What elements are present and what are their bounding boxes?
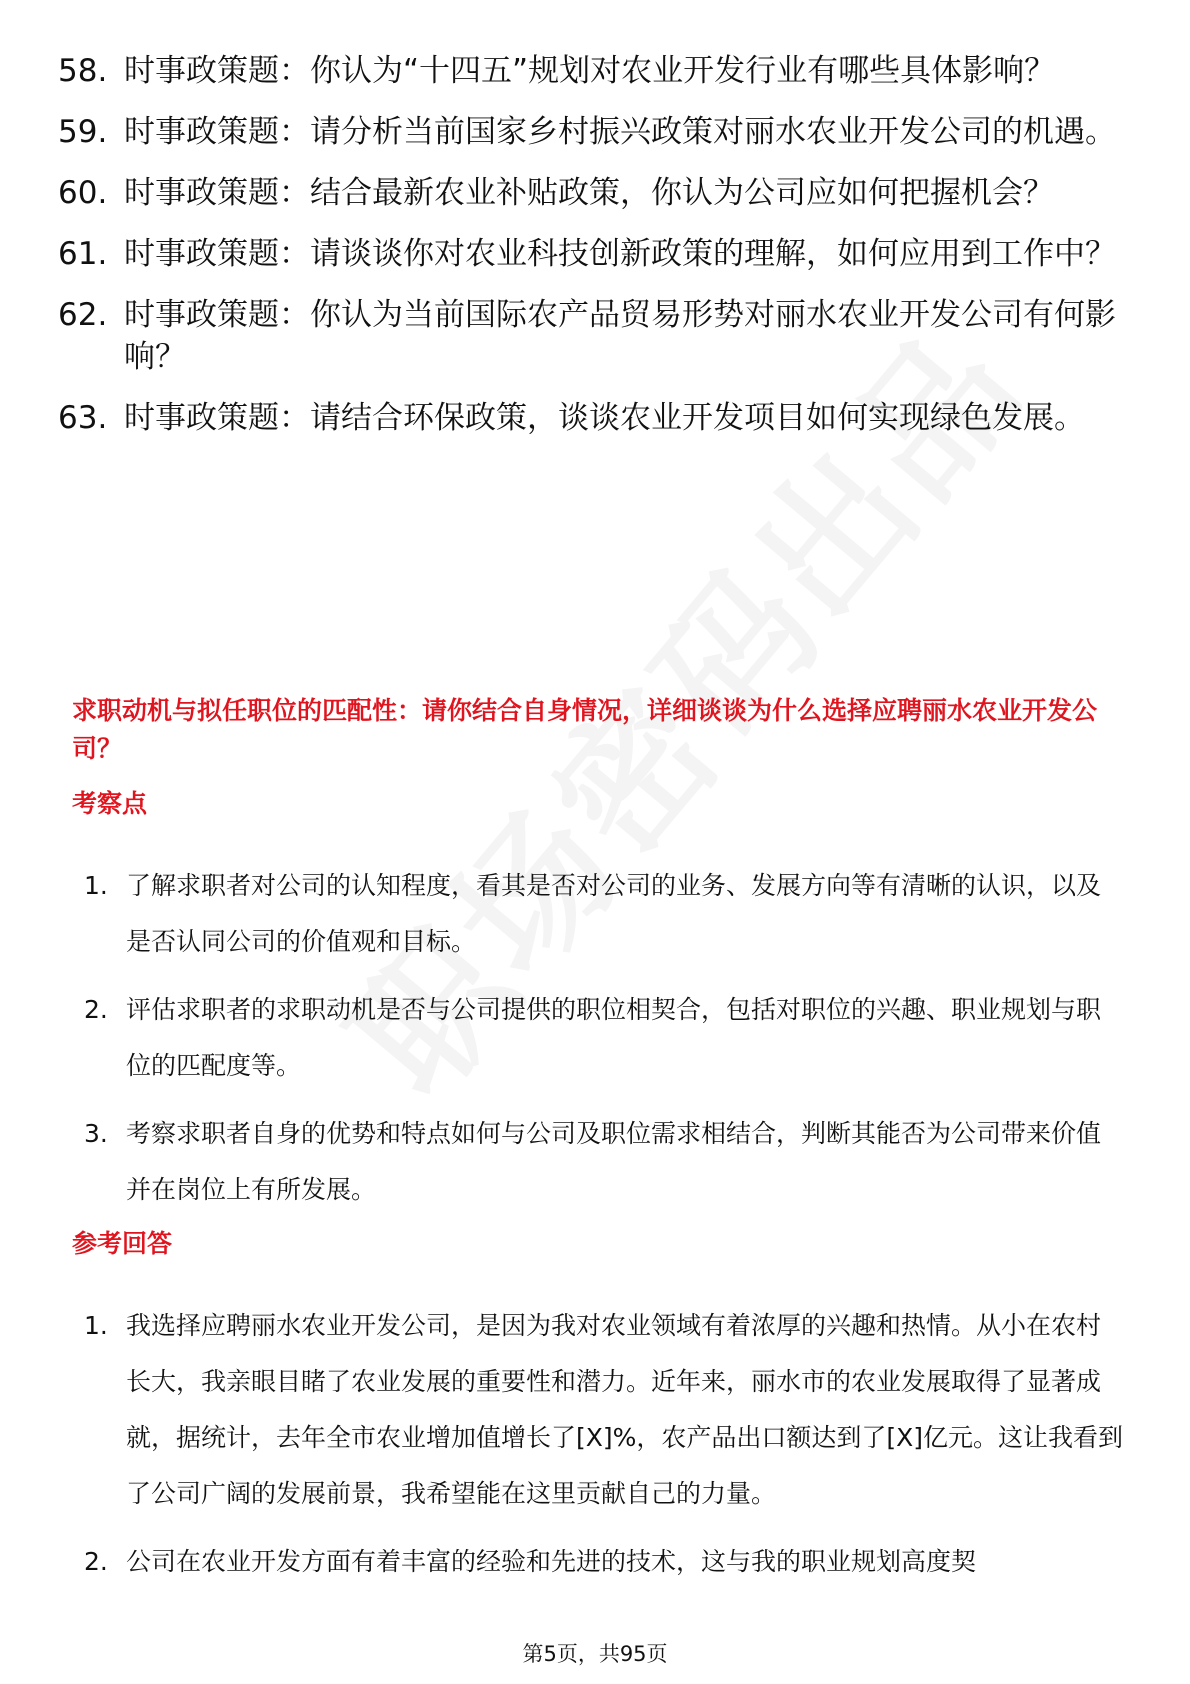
list-item-text: 评估求职者的求职动机是否与公司提供的职位相契合，包括对职位的兴趣、职业规划与职位的匹配度等。 (126, 995, 1102, 1080)
question-item (58, 50, 1118, 92)
question-text: 时事政策题：请结合环保政策，谈谈农业开发项目如何实现绿色发展。 (124, 400, 1085, 436)
question-item (58, 397, 1118, 439)
exam-points-list (84, 858, 1124, 1230)
page-footer: 第5页，共95页 (522, 1642, 668, 1666)
question-number: 61. (58, 236, 108, 272)
question-text: 时事政策题：请谈谈你对农业科技创新政策的理解，如何应用到工作中？ (124, 236, 1116, 272)
question-number: 63. (58, 400, 108, 436)
question-item (58, 294, 1118, 378)
question-text: 时事政策题：你认为“十四五”规划对农业开发行业有哪些具体影响？ (124, 53, 1056, 89)
list-item (84, 1106, 1124, 1218)
question-number: 59. (58, 114, 108, 150)
list-item-text: 公司在农业开发方面有着丰富的经验和先进的技术，这与我的职业规划高度契 (126, 1547, 977, 1576)
question-list (58, 50, 1118, 458)
list-item (84, 1298, 1124, 1522)
question-number: 62. (58, 297, 108, 333)
list-item-number: 2. (84, 995, 108, 1024)
list-item (84, 982, 1124, 1094)
question-item (58, 233, 1118, 275)
list-item (84, 858, 1124, 970)
answer-list (84, 1298, 1124, 1602)
list-item (84, 1534, 1124, 1590)
list-item-text: 了解求职者对公司的认知程度，看其是否对公司的业务、发展方向等有清晰的认识，以及是否认同公司的价值观和目标。 (126, 871, 1102, 956)
answer-title: 参考回答 (72, 1229, 173, 1258)
question-item (58, 111, 1118, 153)
list-item-text: 我选择应聘丽水农业开发公司，是因为我对农业领域有着浓厚的兴趣和热情。从小在农村长大，我亲眼目睹了农业发展的重要性和潜力。近年来，丽水市的农业发展取得了显著成就，据统计，去年全市农业增加值增长了[X]%，农产品出口额达到了[X]亿元。这让我看到了公司广阔的发展前景，我希望能在这里贡献自己的力量。 (126, 1311, 1124, 1508)
question-text: 时事政策题：结合最新农业补贴政策，你认为公司应如何把握机会？ (124, 175, 1054, 211)
list-item-text: 考察求职者自身的优势和特点如何与公司及职位需求相结合，判断其能否为公司带来价值并在岗位上有所发展。 (126, 1119, 1102, 1204)
list-item-number: 2. (84, 1547, 108, 1576)
list-item-number: 3. (84, 1119, 108, 1148)
question-text: 时事政策题：你认为当前国际农产品贸易形势对丽水农业开发公司有何影响？ (124, 297, 1116, 375)
question-text: 时事政策题：请分析当前国家乡村振兴政策对丽水农业开发公司的机遇。 (124, 114, 1116, 150)
question-number: 60. (58, 175, 108, 211)
section-heading: 求职动机与拟任职位的匹配性：请你结合自身情况，详细谈谈为什么选择应聘丽水农业开发公司？ (72, 696, 1098, 763)
list-item-number: 1. (84, 1311, 108, 1340)
list-item-number: 1. (84, 871, 108, 900)
question-number: 58. (58, 53, 108, 89)
exam-points-title: 考察点 (72, 789, 148, 818)
question-item (58, 172, 1118, 214)
